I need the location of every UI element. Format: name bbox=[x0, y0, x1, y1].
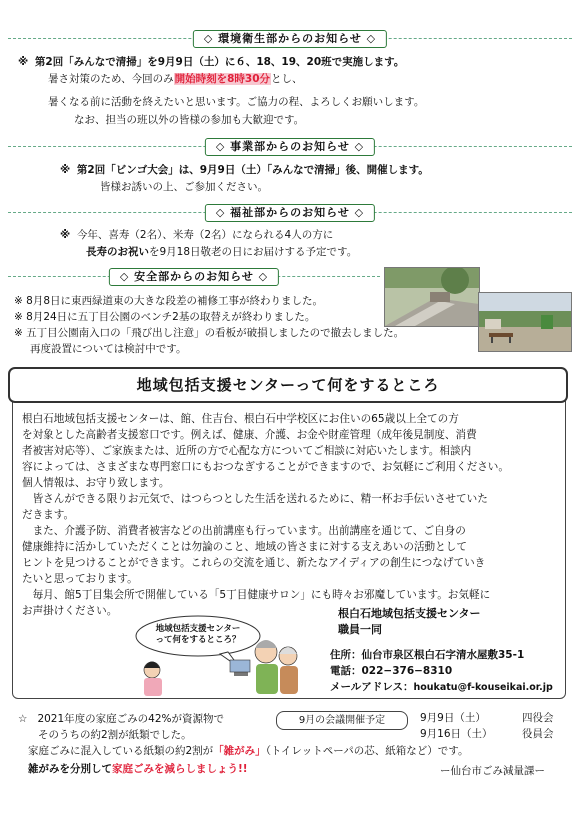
longevity-gift: 長寿のお祝い bbox=[86, 246, 149, 258]
env-line-2 bbox=[48, 72, 303, 87]
center-mail bbox=[330, 680, 553, 695]
center-text-line: たいと思っております。 bbox=[22, 573, 138, 585]
meeting-schedule-label: 9月の会議開催予定 bbox=[276, 711, 408, 730]
center-text-line: ヒントを見つけることができます。これらの交流を通じ、新たなアイディアの創生につなげていき bbox=[22, 557, 486, 569]
footer-line-1 bbox=[18, 712, 224, 727]
center-text-line: また、介護予防、消費者被害などの出前講座も行っています。出前講座を通じて、ご自身の bbox=[22, 525, 466, 537]
footer-text: （トイレットペーパの芯、紙箱など）です。 bbox=[265, 745, 469, 757]
footer-line-4 bbox=[28, 762, 248, 777]
env-text: とし、 bbox=[271, 73, 303, 85]
footer-line-3 bbox=[28, 744, 468, 759]
meeting-date-1: 9月9日（土） bbox=[420, 712, 486, 724]
env-line-3: 暑くなる前に活動を終えたいと思います。ご協力の程、よろしくお願いします。 bbox=[48, 96, 425, 108]
start-time-highlight: 開始時刻を8時30分 bbox=[174, 73, 271, 85]
center-staff: 職員一同 bbox=[338, 623, 382, 636]
env-text: 暑さ対策のため、今回のみ bbox=[48, 73, 174, 85]
section-title: ◇ 環境衛生部からのお知らせ ◇ bbox=[193, 30, 387, 48]
section-header-welfare bbox=[8, 204, 572, 222]
safety-line-3: ※ 五丁目公園南入口の「飛び出し注意」の看板が破損しましたので撤去しました。 bbox=[14, 327, 405, 339]
reduce-waste-highlight: 家庭ごみを減らしましょう!! bbox=[112, 763, 248, 775]
center-text-line: 者被害対応等）、ご家族または、近所の方で心配な方についてご相談に対応いたします。相談内 bbox=[22, 445, 472, 457]
section-title: ◇ 事業部からのお知らせ ◇ bbox=[205, 138, 375, 156]
footer-text: 雑がみを分別して bbox=[28, 763, 112, 775]
center-text-line: お声掛けください。 bbox=[22, 605, 118, 617]
center-address: 住所：仙台市泉区根白石字清水屋敷35-1 bbox=[330, 649, 525, 661]
mail-address: houkatu@f-kouseikai.or.jp bbox=[413, 682, 553, 693]
safety-line-2: ※ 8月24日に五丁目公園のベンチ2基の取替えが終わりました。 bbox=[14, 311, 316, 323]
mail-label: メールアドレス： bbox=[330, 681, 414, 693]
welfare-text: 今年、喜寿（2名）、米寿（2名）になられる4人の方に bbox=[76, 229, 334, 241]
note-mark: ※ bbox=[60, 164, 71, 176]
env-text: 第2回「みんなで清掃」を9月9日（土）に６、18、19、20班で実施します。 bbox=[34, 56, 405, 68]
note-mark: ※ bbox=[60, 229, 71, 241]
meeting-name-2: 役員会 bbox=[522, 728, 554, 740]
center-text-line: だきます。 bbox=[22, 509, 75, 521]
biz-text: 第2回「ビンゴ大会」は、9月9日（土）「みんなで清掃」後、開催します。 bbox=[76, 164, 429, 176]
footer-text: 2021年度の家庭ごみの42%が資源物で bbox=[37, 713, 224, 725]
welfare-line-1 bbox=[60, 228, 333, 243]
center-phone: 電話：022−376−8310 bbox=[330, 665, 453, 677]
safety-line-4: 再度設置については検討中です。 bbox=[30, 343, 187, 355]
center-text-line: を対象とした高齢者支援窓口です。例えば、健康、介護、お金や財産管理（成年後見制度、消費 bbox=[22, 429, 477, 441]
footer-text: 家庭ごみに混入している紙類の約2割が bbox=[28, 745, 214, 757]
section-title: ◇ 福祉部からのお知らせ ◇ bbox=[205, 204, 375, 222]
section-header-safety bbox=[8, 268, 380, 286]
park-bench-photo bbox=[478, 292, 572, 352]
section-header-business bbox=[8, 138, 572, 156]
center-org-name: 根白石地域包括支援センター bbox=[338, 607, 481, 620]
center-title: 地域包括支援センターって何をするところ bbox=[8, 367, 568, 403]
biz-line-2: 皆様お誘いの上、ご参加ください。 bbox=[100, 181, 268, 193]
env-line-4: なお、担当の班以外の皆様の参加も大歓迎です。 bbox=[74, 114, 305, 126]
footer-line-2: そのうちの約2割が紙類でした。 bbox=[38, 729, 192, 741]
safety-line-1: ※ 8月8日に東西緑道東の大きな段差の補修工事が終わりました。 bbox=[14, 295, 323, 307]
center-text-line: 根白石地域包括支援センターは、館、住吉台、根白石中学校区にお住いの65歳以上全ての方 bbox=[22, 413, 459, 425]
center-text-line: 毎月、館5丁目集会所で開催している「5丁目健康サロン」にも時々お邪魔しています。お気軽に bbox=[22, 589, 491, 601]
mixed-paper-highlight: 「雑がみ」 bbox=[213, 745, 266, 757]
speech-bubble-text: 地域包括支援センター って何をするところ？ bbox=[155, 624, 241, 645]
footer-credit: ー仙台市ごみ減量課ー bbox=[440, 765, 545, 777]
welfare-line-2 bbox=[86, 245, 357, 260]
biz-line-1 bbox=[60, 163, 429, 178]
repaired-step-photo bbox=[384, 267, 480, 327]
section-title: ◇ 安全部からのお知らせ ◇ bbox=[109, 268, 279, 286]
section-header-environment bbox=[8, 30, 572, 48]
env-line-1 bbox=[18, 55, 404, 70]
center-text-line: 個人情報は、お守り致します。 bbox=[22, 477, 170, 489]
star-mark: ☆ bbox=[18, 713, 28, 725]
note-mark: ※ bbox=[18, 56, 29, 68]
consultation-illustration bbox=[128, 612, 308, 696]
center-text-line: 健康維持に活かしていただくことは勿論のこと、地域の皆さまに対する支えあいの活動として bbox=[22, 541, 467, 553]
welfare-text: を9月18日敬老の日にお届けする予定です。 bbox=[149, 246, 358, 258]
center-text-line: 容によっては、さまざまな専門窓口にもおつなぎすることができますので、お気軽にご利用ください。 bbox=[22, 461, 509, 473]
center-text-line: 皆さんができる限りお元気で、はつらつとした生活を送れるために、精一杯お手伝いさせていた bbox=[22, 493, 488, 505]
meeting-date-2: 9月16日（土） bbox=[420, 728, 493, 740]
meeting-name-1: 四役会 bbox=[522, 712, 554, 724]
